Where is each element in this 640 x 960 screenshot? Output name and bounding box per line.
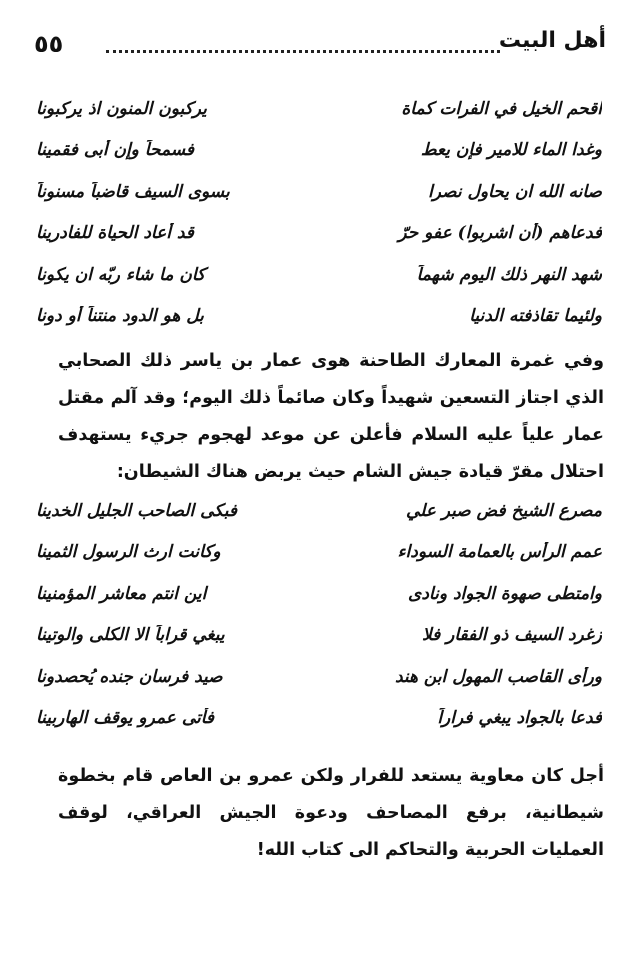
running-title: أهل البيت <box>498 28 606 53</box>
verse-second-hemistich: قد أعاد الحياة للفادرينا <box>36 223 194 244</box>
paragraph-text: وفي غمرة المعارك الطاحنة هوى عمار بن ياسر ذلك الصحابي الذي اجتاز التسعين شهيداً وكان صائماً ذلك اليوم؛ وقد آلم مقتل عمار علياً عليه السلام فأعلن عن موعد لهجوم جريء يستهدف احتلال مقرّ قيادة جيش الشام حيث يربض هناك الشيطان: <box>58 351 604 482</box>
verse-second-hemistich: فأتى عمرو يوقف الهاربينا <box>36 708 215 729</box>
verse-line <box>36 171 602 213</box>
verse-first-hemistich: ورأى القاصب المهول ابن هند <box>394 666 602 687</box>
verse-line <box>36 296 602 338</box>
verse-line <box>36 615 602 657</box>
prose-paragraph-2 <box>58 758 604 869</box>
verse-line <box>36 573 602 615</box>
verse-first-hemistich: شهد النهر ذلك اليوم شهماً <box>416 264 602 285</box>
verse-second-hemistich: يركبون المنون اذ يركبونا <box>36 98 207 119</box>
verse-line <box>36 254 602 296</box>
verse-line <box>36 88 602 130</box>
verse-line <box>36 698 602 740</box>
verse-second-hemistich: بسوى السيف قاضباً مسنوناً <box>36 181 230 202</box>
verse-line <box>36 130 602 172</box>
verse-second-hemistich: يبغي قراباً الا الكلى والوتينا <box>36 625 225 646</box>
verse-second-hemistich: بل هو الدود منتناً أو دونا <box>36 306 204 327</box>
verse-second-hemistich: صيد فرسان جنده يُحصدونا <box>36 666 223 687</box>
verse-second-hemistich: وكانت ارث الرسول الثمينا <box>36 542 221 563</box>
verse-first-hemistich: وغدا الماء للامير فإن يعط <box>420 140 602 161</box>
verse-first-hemistich: فدعا بالجواد يبغي فراراً <box>437 708 602 729</box>
verse-first-hemistich: عمم الرأس بالعمامة السوداء <box>397 542 602 563</box>
verse-first-hemistich: صانه الله ان يحاول نصرا <box>427 181 602 202</box>
verse-line <box>36 213 602 255</box>
verse-second-hemistich: اين انتم معاشر المؤمنينا <box>36 583 207 604</box>
paragraph-text: أجل كان معاوية يستعد للفرار ولكن عمرو بن العاص قام بخطوة شيطانية، برفع المصاحف ودعوة الجيش العراقي، لوقف العمليات الحربية والتحاكم الى كتاب الله! <box>58 766 604 860</box>
verse-second-hemistich: فسمحاً وإن أبى فقمينا <box>36 140 195 161</box>
verse-first-hemistich: فدعاهم (أن اشربوا) عفو حرّ <box>398 223 602 244</box>
verse-line <box>36 532 602 574</box>
verse-line <box>36 490 602 532</box>
prose-paragraph-1 <box>58 343 604 491</box>
page-number: ٥٥ <box>34 30 64 58</box>
verse-first-hemistich: ولئيما تقاذفته الدنيا <box>469 306 602 327</box>
verse-first-hemistich: زغرد السيف ذو الفقار فلا <box>421 625 602 646</box>
verse-first-hemistich: وامتطى صهوة الجواد ونادى <box>408 583 602 604</box>
dotted-leader <box>106 50 500 53</box>
verse-line <box>36 656 602 698</box>
poem-block-1 <box>36 88 602 337</box>
poem-block-2 <box>36 490 602 739</box>
verse-first-hemistich: اقحم الخيل في الفرات كماة <box>401 98 602 119</box>
verse-first-hemistich: مصرع الشيخ فض صبر علي <box>405 500 602 521</box>
page-header <box>34 28 606 64</box>
verse-second-hemistich: كان ما شاء ربّه ان يكونا <box>36 264 206 285</box>
verse-second-hemistich: فبكى الصاحب الجليل الخدينا <box>36 500 237 521</box>
